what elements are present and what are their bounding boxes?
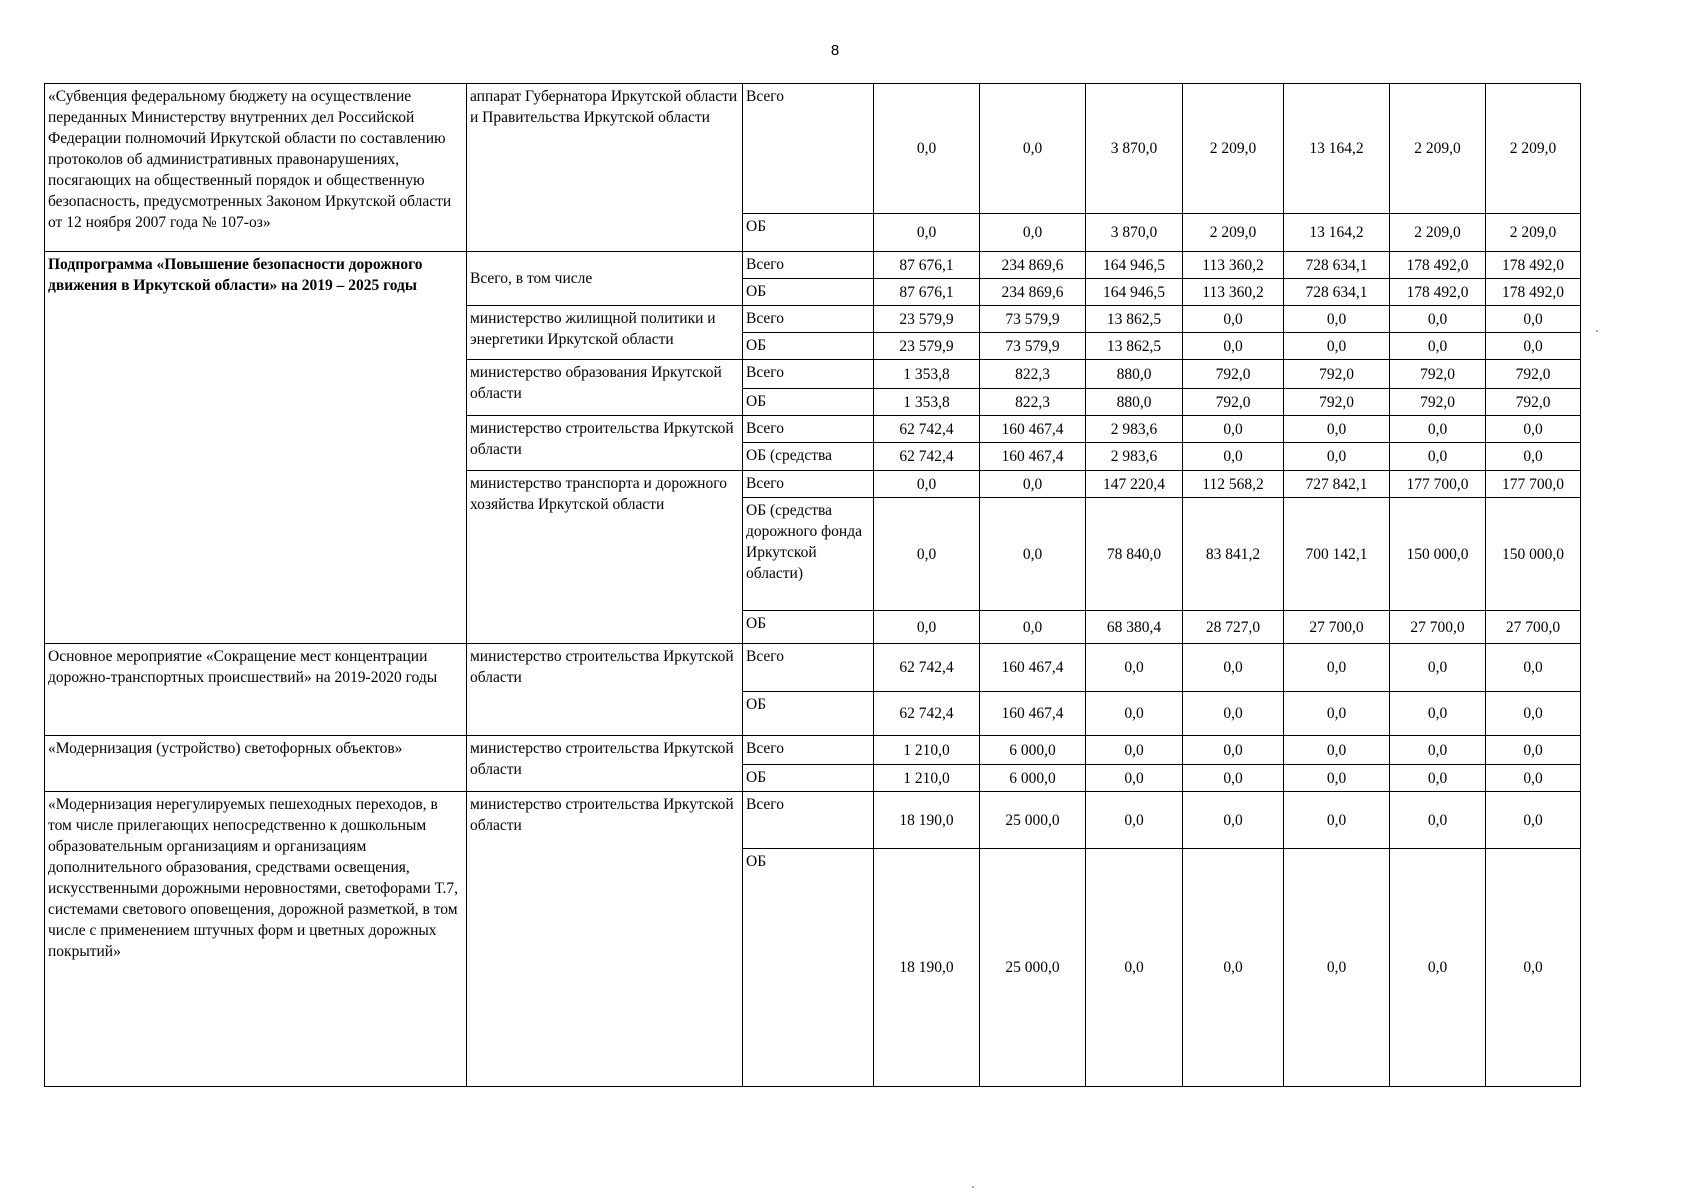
- amount-cell: 0,0: [1486, 765, 1581, 792]
- amount-cell: 62 742,4: [874, 416, 980, 443]
- funding-source-cell: Всего: [743, 471, 874, 498]
- amount-cell: 0,0: [874, 498, 980, 611]
- amount-cell: 0,0: [1486, 644, 1581, 692]
- amount-cell: 68 380,4: [1086, 611, 1183, 644]
- amount-cell: 0,0: [1086, 692, 1183, 736]
- executor-cell: министерство строительства Иркутской области: [467, 644, 743, 736]
- amount-cell: 73 579,9: [980, 306, 1086, 333]
- amount-cell: 0,0: [874, 84, 980, 214]
- amount-cell: 3 870,0: [1086, 214, 1183, 252]
- amount-cell: 792,0: [1390, 360, 1486, 389]
- amount-cell: 0,0: [1284, 416, 1390, 443]
- table-row: [45, 736, 1581, 765]
- amount-cell: 2 209,0: [1183, 214, 1284, 252]
- amount-cell: 0,0: [1284, 333, 1390, 360]
- table-row: [45, 792, 1581, 849]
- funding-source-cell: ОБ: [743, 279, 874, 306]
- table-row: [45, 644, 1581, 692]
- amount-cell: 18 190,0: [874, 792, 980, 849]
- amount-cell: 728 634,1: [1284, 252, 1390, 279]
- amount-cell: 78 840,0: [1086, 498, 1183, 611]
- amount-cell: 0,0: [1486, 849, 1581, 1087]
- amount-cell: 0,0: [980, 471, 1086, 498]
- amount-cell: 0,0: [1284, 736, 1390, 765]
- amount-cell: 0,0: [1390, 849, 1486, 1087]
- funding-source-cell: Всего: [743, 792, 874, 849]
- amount-cell: 727 842,1: [1284, 471, 1390, 498]
- amount-cell: 1 353,8: [874, 360, 980, 389]
- amount-cell: 792,0: [1183, 389, 1284, 416]
- amount-cell: 0,0: [1086, 849, 1183, 1087]
- budget-table: [44, 83, 1581, 1087]
- amount-cell: 160 467,4: [980, 644, 1086, 692]
- amount-cell: 112 568,2: [1183, 471, 1284, 498]
- amount-cell: 234 869,6: [980, 252, 1086, 279]
- funding-source-cell: Всего: [743, 360, 874, 389]
- amount-cell: 0,0: [1486, 333, 1581, 360]
- amount-cell: 0,0: [1284, 849, 1390, 1087]
- amount-cell: 0,0: [1486, 692, 1581, 736]
- amount-cell: 0,0: [1183, 306, 1284, 333]
- amount-cell: 83 841,2: [1183, 498, 1284, 611]
- amount-cell: 160 467,4: [980, 416, 1086, 443]
- amount-cell: 87 676,1: [874, 279, 980, 306]
- amount-cell: 2 983,6: [1086, 416, 1183, 443]
- amount-cell: 0,0: [1086, 736, 1183, 765]
- amount-cell: 0,0: [1486, 416, 1581, 443]
- funding-source-cell: ОБ (средства: [743, 443, 874, 471]
- amount-cell: 13 164,2: [1284, 84, 1390, 214]
- amount-cell: 0,0: [1390, 736, 1486, 765]
- amount-cell: 160 467,4: [980, 443, 1086, 471]
- amount-cell: 160 467,4: [980, 692, 1086, 736]
- amount-cell: 234 869,6: [980, 279, 1086, 306]
- amount-cell: 0,0: [1390, 692, 1486, 736]
- amount-cell: 0,0: [1284, 306, 1390, 333]
- amount-cell: 178 492,0: [1486, 252, 1581, 279]
- amount-cell: 0,0: [1486, 792, 1581, 849]
- amount-cell: 0,0: [1486, 736, 1581, 765]
- funding-source-cell: Всего: [743, 306, 874, 333]
- amount-cell: 0,0: [1183, 443, 1284, 471]
- amount-cell: 792,0: [1183, 360, 1284, 389]
- amount-cell: 164 946,5: [1086, 252, 1183, 279]
- amount-cell: 0,0: [1183, 765, 1284, 792]
- amount-cell: 792,0: [1486, 360, 1581, 389]
- amount-cell: 2 209,0: [1486, 84, 1581, 214]
- amount-cell: 0,0: [980, 84, 1086, 214]
- funding-source-cell: ОБ (средства дорожного фонда Иркутской области): [743, 498, 874, 611]
- amount-cell: 0,0: [1390, 333, 1486, 360]
- funding-source-cell: ОБ: [743, 214, 874, 252]
- amount-cell: 0,0: [1183, 849, 1284, 1087]
- executor-cell: министерство образования Иркутской области: [467, 360, 743, 416]
- amount-cell: 0,0: [1284, 765, 1390, 792]
- amount-cell: 0,0: [1284, 644, 1390, 692]
- funding-source-cell: ОБ: [743, 333, 874, 360]
- funding-source-cell: ОБ: [743, 692, 874, 736]
- funding-source-cell: ОБ: [743, 389, 874, 416]
- amount-cell: 177 700,0: [1486, 471, 1581, 498]
- amount-cell: 2 983,6: [1086, 443, 1183, 471]
- activity-name-cell: «Модернизация нерегулируемых пешеходных переходов, в том числе прилегающих непосредственно к дошкольным образовательным организациям и организациям дополнительного образования, средствами освещения, искусственными дорожными неровностями, светофорами Т.7, системами светового оповещения, дорожной разметкой, в том числе с применением штучных форм и цветных дорожных покрытий»: [45, 792, 467, 1087]
- amount-cell: 164 946,5: [1086, 279, 1183, 306]
- amount-cell: 2 209,0: [1390, 214, 1486, 252]
- amount-cell: 0,0: [874, 611, 980, 644]
- amount-cell: 25 000,0: [980, 849, 1086, 1087]
- activity-name-cell: Основное мероприятие «Сокращение мест концентрации дорожно-транспортных происшествий» на 2019-2020 годы: [45, 644, 467, 736]
- amount-cell: 0,0: [1390, 306, 1486, 333]
- amount-cell: 0,0: [1390, 765, 1486, 792]
- executor-cell: министерство транспорта и дорожного хозяйства Иркутской области: [467, 471, 743, 644]
- funding-source-cell: Всего: [743, 644, 874, 692]
- amount-cell: 0,0: [1183, 416, 1284, 443]
- amount-cell: 0,0: [1390, 416, 1486, 443]
- amount-cell: 3 870,0: [1086, 84, 1183, 214]
- amount-cell: 880,0: [1086, 389, 1183, 416]
- amount-cell: 27 700,0: [1284, 611, 1390, 644]
- funding-source-cell: ОБ: [743, 765, 874, 792]
- amount-cell: 113 360,2: [1183, 279, 1284, 306]
- funding-source-cell: Всего: [743, 252, 874, 279]
- amount-cell: 792,0: [1390, 389, 1486, 416]
- executor-cell: министерство строительства Иркутской области: [467, 416, 743, 471]
- amount-cell: 6 000,0: [980, 765, 1086, 792]
- amount-cell: 0,0: [1183, 736, 1284, 765]
- amount-cell: 13 862,5: [1086, 306, 1183, 333]
- activity-name-cell: Подпрограмма «Повышение безопасности дорожного движения в Иркутской области» на 2019 – 2025 годы: [45, 252, 467, 644]
- amount-cell: 0,0: [980, 214, 1086, 252]
- amount-cell: 0,0: [1183, 792, 1284, 849]
- amount-cell: 178 492,0: [1390, 252, 1486, 279]
- activity-name-cell: «Субвенция федеральному бюджету на осуществление переданных Министерству внутренних дел Российской Федерации полномочий Иркутской области по составлению протоколов об административных правонарушениях, посягающих на общественный порядок и общественную безопасность, предусмотренных Законом Иркутской области от 12 ноября 2007 года № 107-оз»: [45, 84, 467, 252]
- amount-cell: 0,0: [980, 611, 1086, 644]
- amount-cell: 73 579,9: [980, 333, 1086, 360]
- amount-cell: 0,0: [874, 214, 980, 252]
- amount-cell: 150 000,0: [1486, 498, 1581, 611]
- amount-cell: 178 492,0: [1486, 279, 1581, 306]
- amount-cell: 0,0: [1486, 443, 1581, 471]
- amount-cell: 113 360,2: [1183, 252, 1284, 279]
- amount-cell: 0,0: [1284, 692, 1390, 736]
- amount-cell: 1 210,0: [874, 765, 980, 792]
- amount-cell: 28 727,0: [1183, 611, 1284, 644]
- amount-cell: 2 209,0: [1183, 84, 1284, 214]
- amount-cell: 13 862,5: [1086, 333, 1183, 360]
- executor-cell: министерство жилищной политики и энергетики Иркутской области: [467, 306, 743, 360]
- amount-cell: 0,0: [1086, 792, 1183, 849]
- amount-cell: 0,0: [1086, 765, 1183, 792]
- amount-cell: 792,0: [1284, 389, 1390, 416]
- funding-source-cell: Всего: [743, 84, 874, 214]
- amount-cell: 25 000,0: [980, 792, 1086, 849]
- funding-source-cell: Всего: [743, 416, 874, 443]
- scan-speck: [972, 1186, 974, 1188]
- amount-cell: 0,0: [874, 471, 980, 498]
- amount-cell: 0,0: [1183, 333, 1284, 360]
- amount-cell: 0,0: [1390, 644, 1486, 692]
- executor-cell: министерство строительства Иркутской области: [467, 792, 743, 1087]
- amount-cell: 0,0: [1486, 306, 1581, 333]
- amount-cell: 822,3: [980, 389, 1086, 416]
- amount-cell: 1 210,0: [874, 736, 980, 765]
- table-row: [45, 252, 1581, 279]
- amount-cell: 880,0: [1086, 360, 1183, 389]
- amount-cell: 1 353,8: [874, 389, 980, 416]
- amount-cell: 0,0: [1284, 792, 1390, 849]
- amount-cell: 87 676,1: [874, 252, 980, 279]
- amount-cell: 62 742,4: [874, 443, 980, 471]
- amount-cell: 23 579,9: [874, 333, 980, 360]
- scan-speck: [1596, 330, 1598, 332]
- amount-cell: 62 742,4: [874, 644, 980, 692]
- amount-cell: 792,0: [1486, 389, 1581, 416]
- amount-cell: 2 209,0: [1486, 214, 1581, 252]
- amount-cell: 62 742,4: [874, 692, 980, 736]
- amount-cell: 27 700,0: [1390, 611, 1486, 644]
- amount-cell: 23 579,9: [874, 306, 980, 333]
- amount-cell: 0,0: [1284, 443, 1390, 471]
- funding-source-cell: Всего: [743, 736, 874, 765]
- amount-cell: 177 700,0: [1390, 471, 1486, 498]
- amount-cell: 0,0: [1183, 644, 1284, 692]
- amount-cell: 6 000,0: [980, 736, 1086, 765]
- amount-cell: 0,0: [1390, 443, 1486, 471]
- amount-cell: 18 190,0: [874, 849, 980, 1087]
- amount-cell: 0,0: [980, 498, 1086, 611]
- amount-cell: 27 700,0: [1486, 611, 1581, 644]
- executor-cell: Всего, в том числе: [467, 252, 743, 306]
- funding-source-cell: ОБ: [743, 611, 874, 644]
- amount-cell: 0,0: [1086, 644, 1183, 692]
- amount-cell: 2 209,0: [1390, 84, 1486, 214]
- table-row: [45, 84, 1581, 214]
- executor-cell: аппарат Губернатора Иркутской области и Правительства Иркутской области: [467, 84, 743, 252]
- amount-cell: 0,0: [1390, 792, 1486, 849]
- amount-cell: 13 164,2: [1284, 214, 1390, 252]
- amount-cell: 822,3: [980, 360, 1086, 389]
- amount-cell: 700 142,1: [1284, 498, 1390, 611]
- amount-cell: 0,0: [1183, 692, 1284, 736]
- funding-source-cell: ОБ: [743, 849, 874, 1087]
- executor-cell: министерство строительства Иркутской области: [467, 736, 743, 792]
- amount-cell: 150 000,0: [1390, 498, 1486, 611]
- page-number: 8: [830, 42, 840, 59]
- activity-name-cell: «Модернизация (устройство) светофорных объектов»: [45, 736, 467, 792]
- amount-cell: 728 634,1: [1284, 279, 1390, 306]
- amount-cell: 147 220,4: [1086, 471, 1183, 498]
- amount-cell: 792,0: [1284, 360, 1390, 389]
- amount-cell: 178 492,0: [1390, 279, 1486, 306]
